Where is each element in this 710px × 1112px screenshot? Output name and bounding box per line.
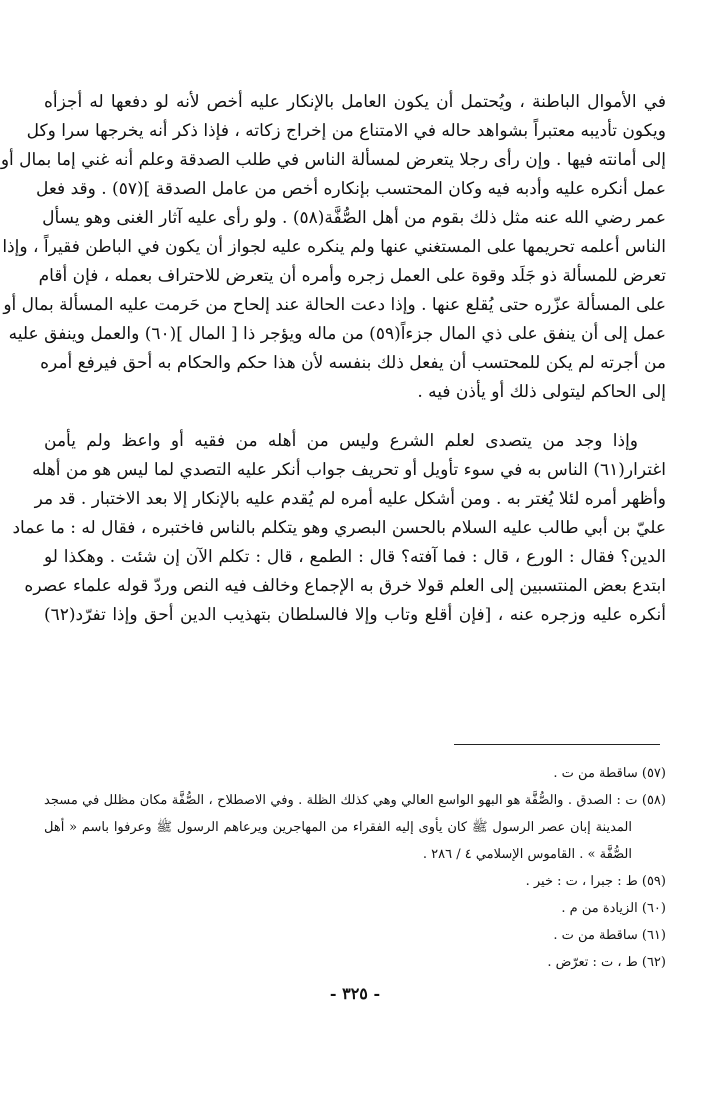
footnote: (٥٨) ت : الصدق . والصُّفَّة هو البهو الواسع العالي وهي كذلك الظلة . وفي الاصطلاح ، الصُّفَّة مكان مظلل في مسجد [44, 793, 666, 808]
text-line: إلى الحاكم ليتولى ذلك أو يأذن فيه . [417, 382, 666, 402]
paragraph-spacer [44, 407, 666, 427]
text-line: عمل إلى أن ينفق على ذي المال جزءاً(٥٩) من ماله ويؤجر ذا [ المال ](٦٠) والعمل وينفق عليه [8, 324, 666, 344]
text-line: ابتدع بعض المنتسبين إلى العلم قولا خرق به الإجماع وخالف فيه النص وردّ قوله علماء عصره [24, 576, 666, 596]
text-line: أنكره عليه وزجره عنه ، [فإن أقلع وتاب وإلا فالسلطان بتهذيب الدين أحق وإذا تفرّد(٦٢) [44, 605, 666, 625]
footnote-continuation: الصُّفَّة » . القاموس الإسلامي ٤ / ٢٨٦ . [422, 847, 632, 862]
footnote: (٦١) ساقطة من ت . [553, 928, 666, 943]
text-line: على المسألة عزّره حتى يُقلع عنها . وإذا دعت الحالة عند إلحاح من حَرمت عليه المسألة بمال أو [3, 295, 666, 315]
text-line: وإذا وجد من يتصدى لعلم الشرع وليس من أهله من فقيه أو واعظ ولم يأمن [44, 431, 638, 451]
text-line: عليّ بن أبي طالب عليه السلام بالحسن البصري وهو يتكلم بالناس فاختبره ، فقال له : ما عماد [12, 518, 666, 538]
paragraph-2 [12, 427, 666, 630]
text-line: اغترار(٦١) الناس به في سوء تأويل أو تحريف جواب أنكر عليه التصدي لما ليس هو من أهله [32, 460, 666, 480]
footnote: (٦٠) الزيادة من م . [561, 901, 666, 916]
text-line: الناس أعلمه تحريمها على المستغني عنها ولم ينكره عليه لجواز أن يكون في الباطن فقيراً ، وإذا [2, 237, 666, 257]
footnote: (٥٧) ساقطة من ت . [553, 766, 666, 781]
footnote-continuation: المدينة إبان عصر الرسول ﷺ كان يأوى إليه الفقراء من المهاجرين ويرعاهم الرسول ﷺ وعرفوا باسم « أهل [44, 820, 632, 835]
footnote: (٥٩) ط : جبرا ، ت : خير . [525, 874, 666, 889]
text-line: تعرض للمسألة ذو جَلَد وقوة على العمل زجره وأمره أن يتعرض للاحتراف بعمله ، فإن أقام [38, 266, 666, 286]
text-line: الدين؟ فقال : الورع ، قال : فما آفته؟ قال : الطمع ، قال : تكلم الآن إن شئت . وهكذا لو [44, 547, 666, 567]
footnote: (٦٢) ط ، ت : تعرّض . [547, 955, 666, 970]
footnotes [44, 760, 666, 976]
page-number: - ٣٢٥ - [329, 984, 381, 1003]
text-line: من أجرته لم يكن للمحتسب أن يفعل ذلك بنفسه لأن هذا حكم والحكام به أحق فيرفع أمره [40, 353, 666, 373]
text-line: وأظهر أمره لئلا يُغتر به . ومن أشكل عليه أمره لم يُقدم عليه بالإنكار إلا بعد الاختبار . قد مر [34, 489, 666, 509]
text-line: إلى أمانته فيها . وإن رأى رجلا يتعرض لمسألة الناس في طلب الصدقة وعلم أنه غني إما بمال أو [0, 150, 666, 170]
text-line: عمل أنكره عليه وأدبه فيه وكان المحتسب بإنكاره أخص من عامل الصدقة ](٥٧) . وقد فعل [35, 179, 666, 199]
paragraph-1 [0, 88, 666, 407]
text-line: في الأموال الباطنة ، ويُحتمل أن يكون العامل بالإنكار عليه أخص لأنه لو دفعها له أجزأه [44, 92, 666, 112]
footnote-separator [454, 744, 660, 745]
main-text [0, 88, 666, 630]
text-line: ويكون تأديبه معتبراً بشواهد حاله في الامتناع من إخراج زكاته ، فإذا ذكر أنه يخرجها سرا وكل [26, 121, 666, 141]
text-line: عمر رضي الله عنه مثل ذلك بقوم من أهل الصُّفَّة(٥٨) . ولو رأى عليه آثار الغنى وهو يسأل [42, 208, 666, 228]
